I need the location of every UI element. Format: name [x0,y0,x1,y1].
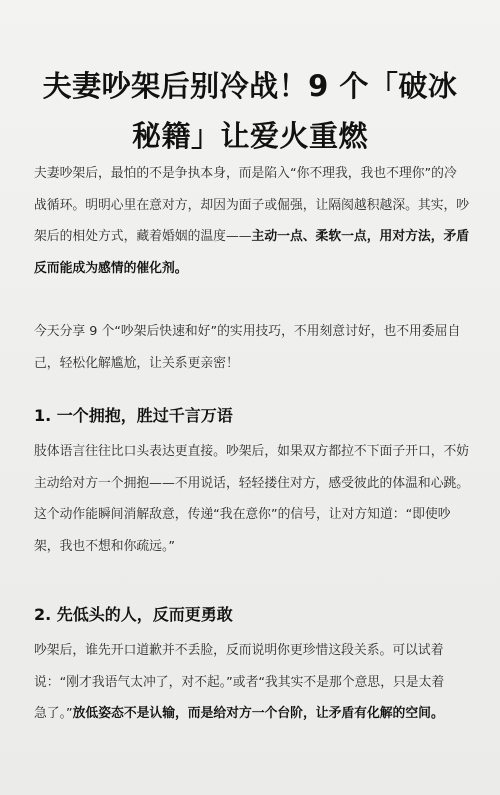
intro-paragraph [34,158,470,284]
section-1-paragraph [34,436,470,562]
section-1-line: 这个动作能瞬间消解敌意，传递“我在意你”的信号，让对方知道：“即使吵 [34,507,451,522]
section-2-line: 说：“刚才我语气太冲了，对不起。”或者“我其实不是那个意思，只是太着 [34,674,445,690]
share-line: 今天分享 9 个“吵架后快速和好”的实用技巧，不用刻意讨好，也不用委屈自 [34,324,461,339]
article-title [20,61,480,161]
section-2-heading: 2. 先低头的人，反而更勇敢 [34,605,233,624]
title-line-1: 夫妻吵架后别冷战！9 个「破冰 [42,69,458,104]
intro-line: 战循环。明明心里在意对方，却因为面子或倔强，让隔阂越积越深。其实，吵 [34,197,470,213]
section-1-line: 架，我也不想和你疏远。” [34,538,175,554]
section-2-paragraph [34,635,466,730]
title-line-2: 秘籍」让爱火重燃 [131,119,368,154]
section-2-emphasis: 放低姿态不是认输，而是给对方一个台阶，让矛盾有化解的空间。 [72,706,444,721]
intro-emphasis: 主动一点、柔软一点，用对方法，矛盾 [251,229,470,244]
share-paragraph [34,316,466,379]
section-2-line: 吵架后，谁先开口道歉并不丢脸，反而说明你更珍惜这段关系。可以试着 [34,643,444,658]
section-2-text: 急了。” [34,706,73,721]
intro-line [34,221,470,253]
section-1-line: 肢体语言往往比口头表达更直接。吵架后，如果双方都拉不下面子开口，不妨 [34,444,470,459]
section-1-heading: 1. 一个拥抱，胜过千言万语 [34,406,233,425]
intro-text: 架后的相处方式，藏着婚姻的温度—— [34,229,252,244]
intro-emphasis-line: 反而能成为感情的催化剂。 [34,260,188,276]
section-1-line: 主动给对方一个拥抱——不用说话，轻轻搂住对方，感受彼此的体温和心跳。 [34,475,470,491]
intro-line: 夫妻吵架后，最怕的不是争执本身，而是陷入“你不理我，我也不理你”的冷 [34,166,457,181]
share-line: 己，轻松化解尴尬，让关系更亲密！ [34,355,239,371]
section-2-line [34,698,466,730]
